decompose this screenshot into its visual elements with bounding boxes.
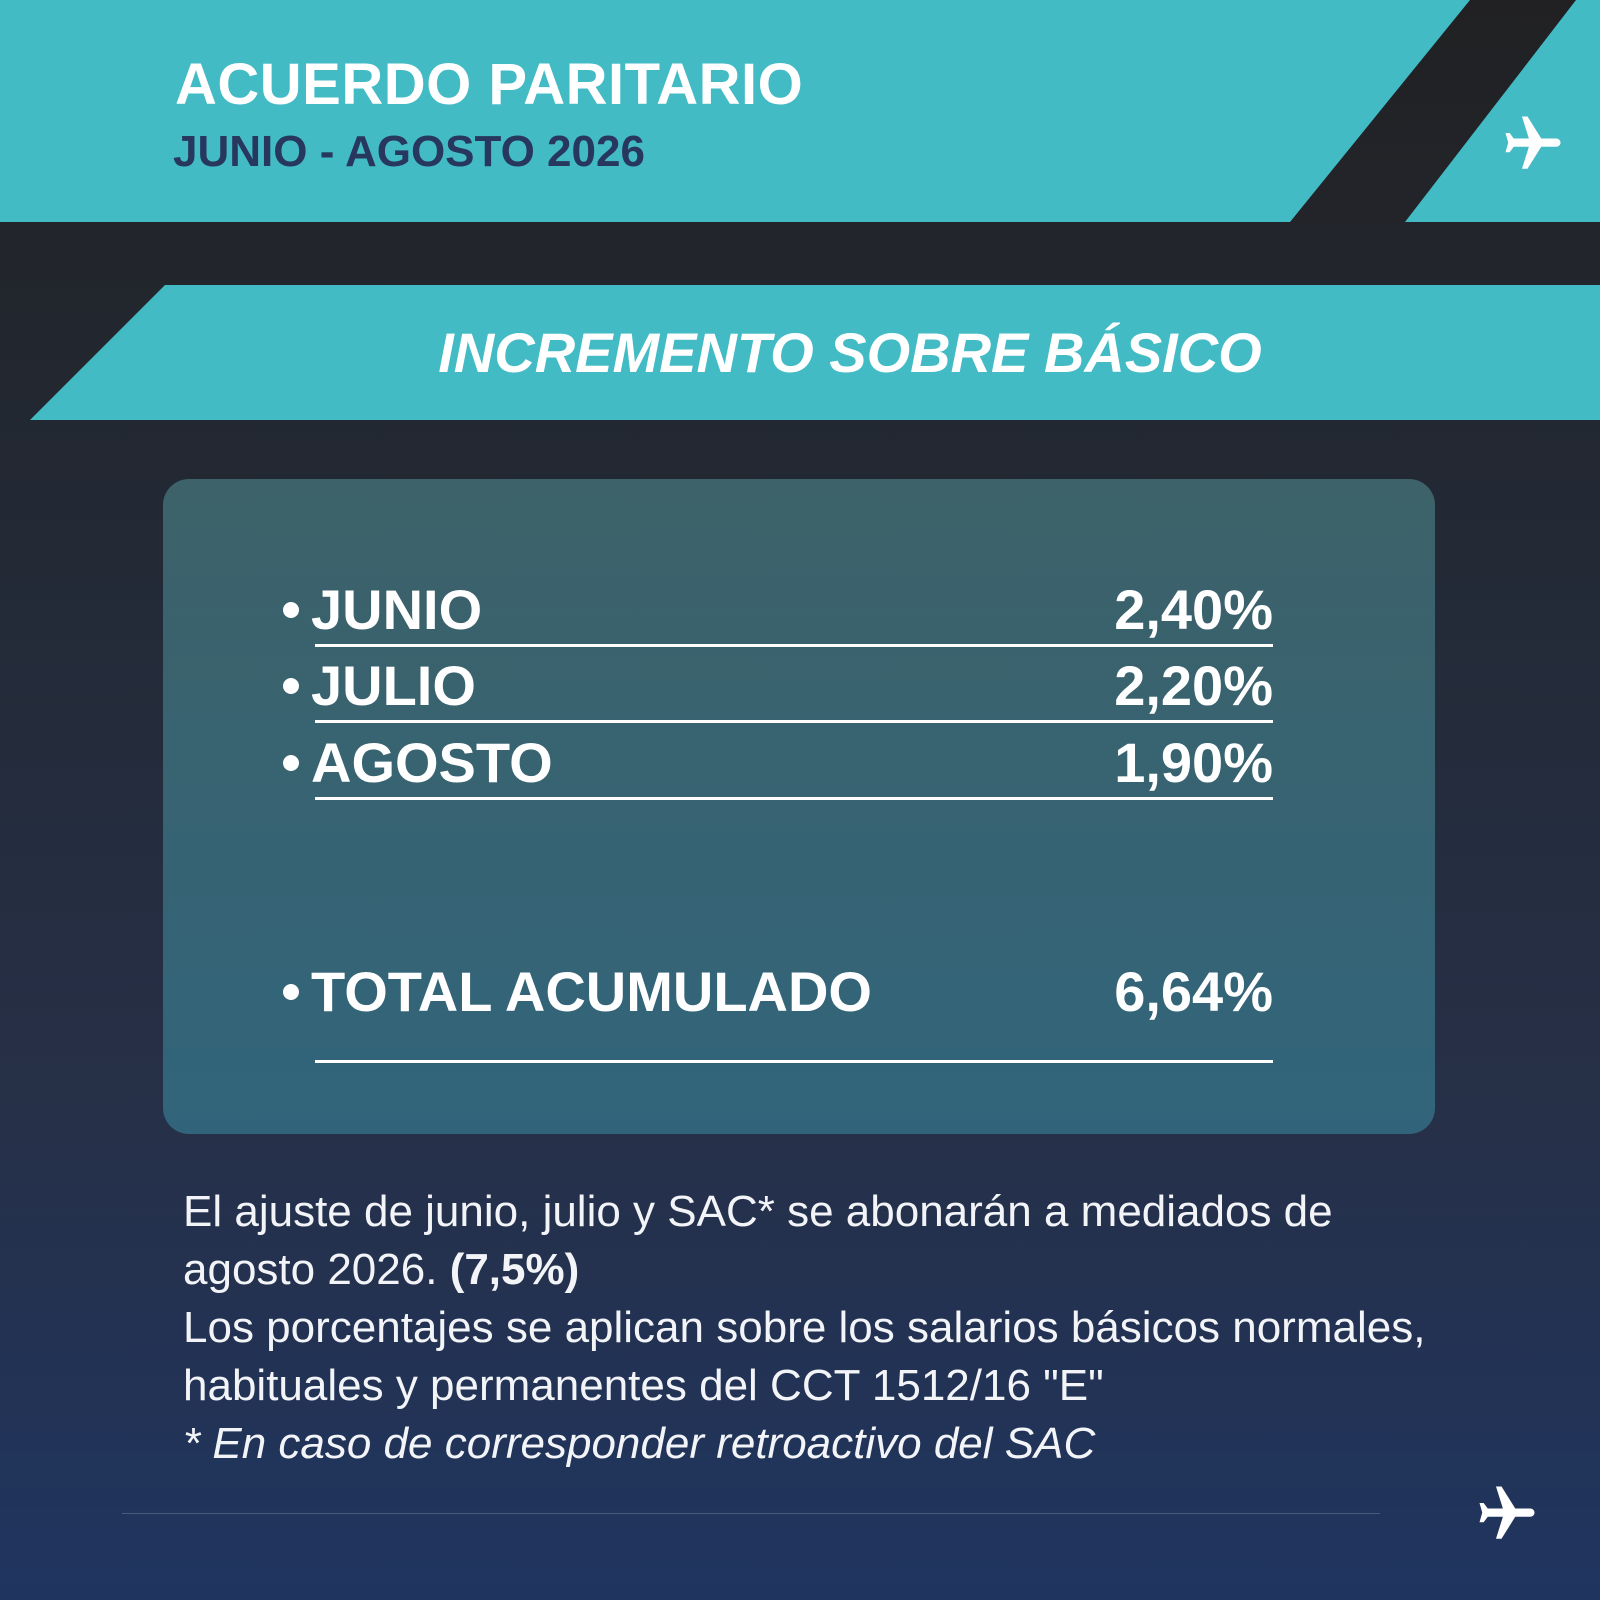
increment-label: AGOSTO — [311, 731, 553, 794]
section-heading: INCREMENTO SOBRE BÁSICO — [438, 321, 1262, 384]
increment-value: 2,40% — [1114, 578, 1273, 641]
notes — [183, 1183, 1443, 1473]
underline — [315, 1060, 1273, 1063]
total-row — [283, 942, 1273, 1022]
underline — [315, 797, 1273, 800]
page-subtitle: JUNIO - AGOSTO 2026 — [173, 127, 645, 176]
page-title: ACUERDO PARITARIO — [175, 52, 804, 117]
increment-row-junio — [283, 560, 1273, 640]
total-label: TOTAL ACUMULADO — [311, 960, 872, 1023]
airplane-icon — [1500, 111, 1566, 177]
bullet — [283, 678, 299, 694]
increment-label: JUNIO — [311, 578, 483, 641]
increment-value: 1,90% — [1114, 731, 1273, 794]
increment-value: 2,20% — [1114, 654, 1273, 717]
footer-divider — [122, 1513, 1380, 1514]
bullet — [283, 984, 299, 1000]
increment-row-julio — [283, 636, 1273, 716]
increment-row-agosto — [283, 713, 1273, 793]
payment-note — [183, 1183, 1443, 1299]
payment-note-percent: (7,5%) — [449, 1245, 580, 1294]
bullet — [283, 602, 299, 618]
bullet — [283, 755, 299, 771]
increment-label: JULIO — [311, 654, 476, 717]
application-note: Los porcentajes se aplican sobre los salarios básicos normales, habituales y permanentes del CCT 1512/16 "E" — [183, 1303, 1426, 1410]
airplane-icon — [1474, 1481, 1540, 1547]
footnote: * En caso de corresponder retroactivo del SAC — [183, 1419, 1096, 1468]
payment-note-text: El ajuste de junio, julio y SAC* se abonarán a mediados de agosto 2026. — [183, 1187, 1333, 1294]
total-value: 6,64% — [1114, 960, 1273, 1023]
